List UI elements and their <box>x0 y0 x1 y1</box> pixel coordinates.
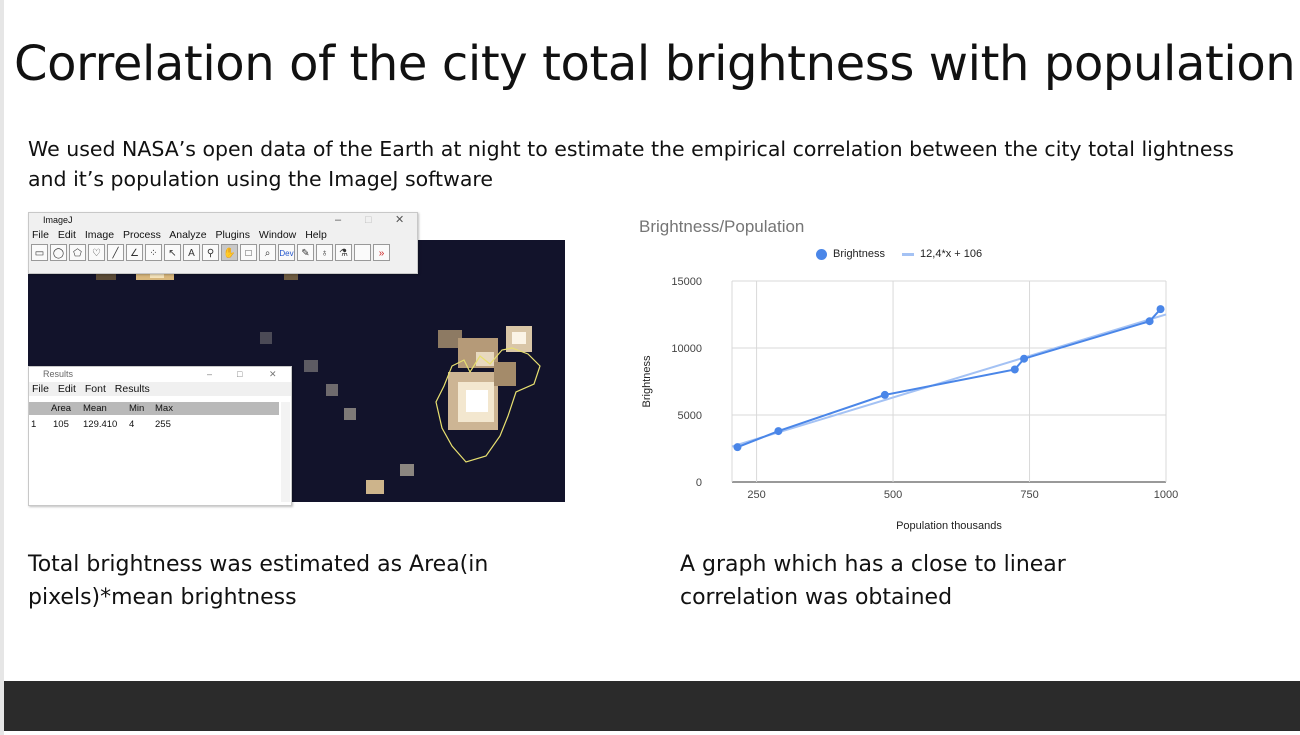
menu-file[interactable]: File <box>32 229 49 241</box>
x-tick-label: 500 <box>883 489 903 501</box>
col-min[interactable]: Min <box>129 403 145 414</box>
menu-edit[interactable]: Edit <box>57 229 76 241</box>
menu-process[interactable]: Process <box>122 229 161 241</box>
data-point <box>881 391 889 399</box>
y-tick-label: 0 <box>695 477 702 489</box>
col-area[interactable]: Area <box>51 403 72 414</box>
intro-paragraph: We used NASA’s open data of the Earth at night to estimate the empirical correlation between the city total lightness and it’s population using the ImageJ software <box>28 137 1234 191</box>
results-menu-font[interactable]: Font <box>84 383 106 395</box>
y-tick-label: 15000 <box>671 276 702 288</box>
search-icon[interactable]: ⌕ <box>259 244 276 261</box>
menu-image[interactable]: Image <box>84 229 115 241</box>
menu-plugins[interactable]: Plugins <box>215 229 250 241</box>
row-max: 255 <box>155 419 171 430</box>
x-axis-title: Population thousands <box>896 520 1002 532</box>
legend-trend-label: 12,4*x + 106 <box>920 248 983 261</box>
row-mean: 129.410 <box>83 419 118 430</box>
y-tick-label: 10000 <box>671 343 702 355</box>
angle-tool-icon[interactable]: ∠ <box>126 244 143 261</box>
maximize-icon[interactable]: □ <box>365 214 372 226</box>
menu-help[interactable]: Help <box>305 229 327 241</box>
col-mean[interactable]: Mean <box>83 403 107 414</box>
row-index: 1 <box>31 419 37 430</box>
slide-title: Correlation of the city total brightness with population <box>14 36 1296 92</box>
text-tool-icon[interactable]: A <box>183 244 200 261</box>
y-tick-label: 5000 <box>677 410 702 422</box>
more-tools-icon[interactable]: » <box>373 244 390 261</box>
data-point <box>1146 317 1154 325</box>
magnify-tool-icon[interactable]: ⚲ <box>202 244 219 261</box>
row-min: 4 <box>129 419 135 430</box>
results-menubar <box>29 382 291 396</box>
data-point <box>1157 305 1165 313</box>
chart-title: Brightness/Population <box>639 217 805 236</box>
hand-tool-icon[interactable]: ✋ <box>221 244 238 261</box>
table-row[interactable] <box>29 418 279 431</box>
dropper-tool-icon[interactable]: □ <box>240 244 257 261</box>
oval-tool-icon[interactable]: ◯ <box>50 244 67 261</box>
close-icon[interactable]: ✕ <box>269 369 277 379</box>
left-edge-rule <box>0 0 4 735</box>
results-menu-edit[interactable]: Edit <box>57 383 76 395</box>
imagej-menubar <box>29 228 417 242</box>
caption-left: Total brightness was estimated as Area(in pixels)*mean brightness <box>28 552 489 610</box>
results-window-title: Results <box>43 369 74 379</box>
chart-plot <box>630 208 1190 538</box>
minimize-icon[interactable]: – <box>335 214 342 226</box>
pencil-tool-icon[interactable]: ✎ <box>297 244 314 261</box>
results-table-header <box>29 402 279 415</box>
data-point <box>774 427 782 435</box>
imagej-window-title: ImageJ <box>43 215 73 225</box>
menu-window[interactable]: Window <box>258 229 297 241</box>
legend-series-label: Brightness <box>833 248 885 261</box>
results-window <box>28 366 292 506</box>
polygon-tool-icon[interactable]: ⬠ <box>69 244 86 261</box>
x-tick-label: 1000 <box>1153 489 1179 501</box>
brush-tool-icon[interactable]: ♁ <box>316 244 333 261</box>
results-menu-file[interactable]: File <box>32 383 49 395</box>
imagej-screenshot <box>28 212 568 504</box>
dev-tool-icon[interactable]: Dev <box>278 244 295 261</box>
footer-bar <box>4 681 1300 731</box>
line-tool-icon[interactable]: ╱ <box>107 244 124 261</box>
x-tick-label: 750 <box>1020 489 1039 501</box>
brightness-population-chart <box>630 208 1190 538</box>
maximize-icon[interactable]: □ <box>237 369 243 379</box>
data-point <box>733 443 741 451</box>
results-scrollbar[interactable] <box>281 402 290 502</box>
blank-tool-slot[interactable] <box>354 244 371 261</box>
x-tick-label: 250 <box>747 489 766 501</box>
menu-analyze[interactable]: Analyze <box>169 229 207 241</box>
freehand-tool-icon[interactable]: ♡ <box>88 244 105 261</box>
caption-right: A graph which has a close to linear correlation was obtained <box>680 552 1066 610</box>
imagej-toolbar <box>31 244 392 262</box>
rectangle-tool-icon[interactable]: ▭ <box>31 244 48 261</box>
wand-tool-icon[interactable]: ↖ <box>164 244 181 261</box>
results-menu-results[interactable]: Results <box>114 383 150 395</box>
imagej-main-window <box>28 212 418 274</box>
minimize-icon[interactable]: – <box>207 369 213 379</box>
col-max[interactable]: Max <box>155 403 173 414</box>
pipette-tool-icon[interactable]: ⚗ <box>335 244 352 261</box>
row-area: 105 <box>53 419 69 430</box>
y-axis-title: Brightness <box>641 355 653 408</box>
trendline <box>732 314 1166 446</box>
data-point <box>1020 355 1028 363</box>
point-tool-icon[interactable]: ⁘ <box>145 244 162 261</box>
data-point <box>1011 365 1019 373</box>
close-icon[interactable]: ✕ <box>395 214 405 226</box>
